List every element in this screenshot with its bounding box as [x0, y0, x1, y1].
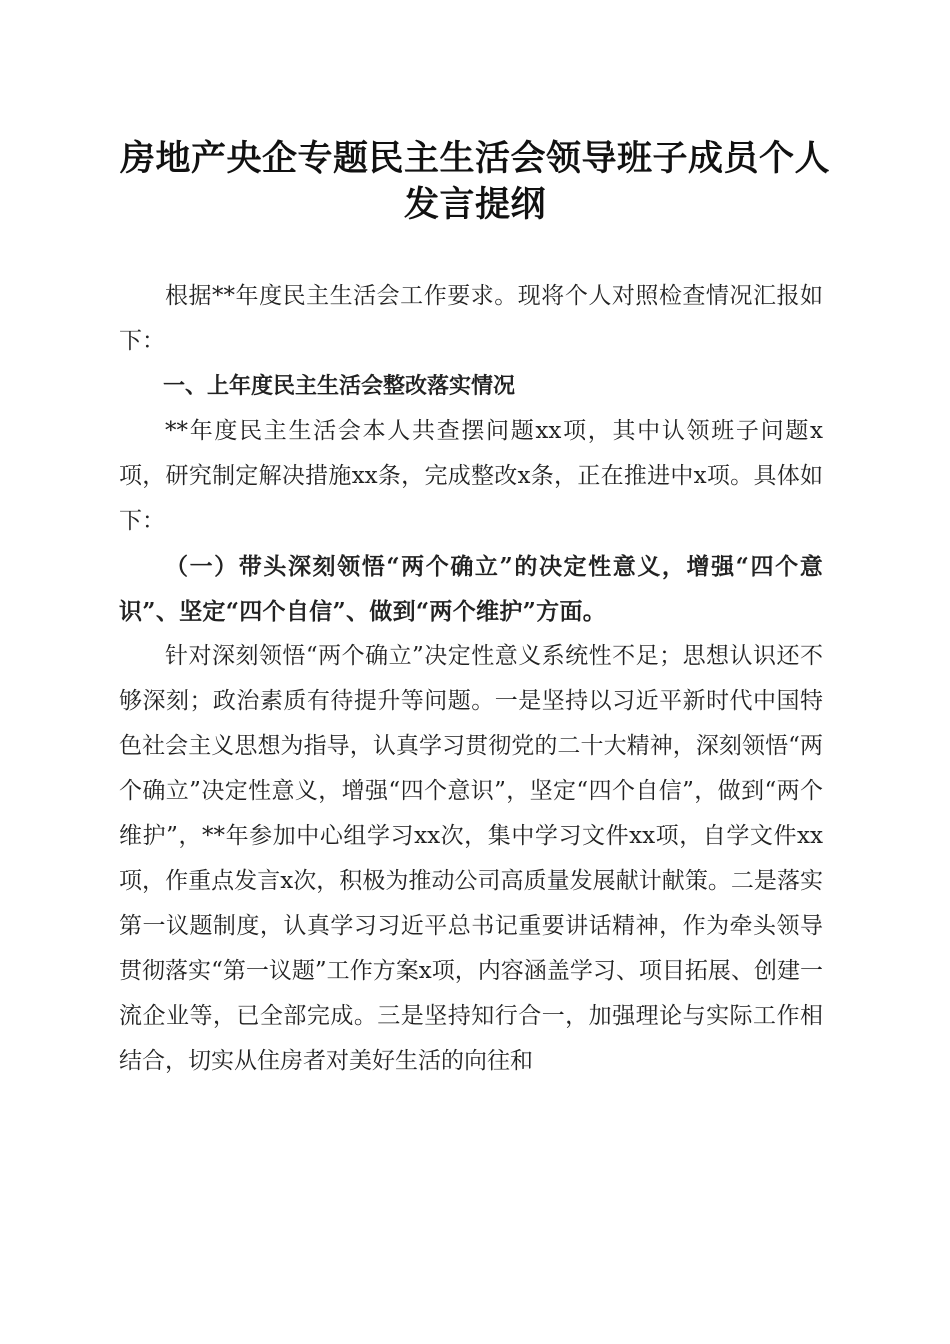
document-title [100, 136, 850, 228]
title-line-1: 房地产央企专题民主生活会领导班子成员个人 [119, 138, 830, 179]
intro-paragraph: 根据**年度民主生活会工作要求。现将个人对照检查情况汇报如下： [119, 283, 823, 354]
document-body [119, 274, 823, 1084]
title-line-2: 发言提纲 [403, 184, 546, 225]
section-heading-1: 一、上年度民主生活会整改落实情况 [163, 374, 516, 399]
subsection-heading-1: （一）带头深刻领悟“两个确立”的决定性意义，增强“四个意识”、坚定“四个自信”、做到“两个维护”方面。 [119, 553, 823, 625]
subsection-1-paragraph: 针对深刻领悟“两个确立”决定性意义系统性不足；思想认识还不够深刻；政治素质有待提升等问题。一是坚持以习近平新时代中国特色社会主义思想为指导，认真学习贯彻党的二十大精神，深刻领悟“两个确立”决定性意义，增强“四个意识”，坚定“四个自信”，做到“两个维护”，**年参加中心组学习xx次，集中学习文件xx项，自学文件xx项，作重点发言x次，积极为推动公司高质量发展献计献策。二是落实第一议题制度，认真学习习近平总书记重要讲话精神，作为牵头领导贯彻落实“第一议题”工作方案x项，内容涵盖学习、项目拓展、创建一流企业等，已全部完成。三是坚持知行合一，加强理论与实际工作相结合，切实从住房者对美好生活的向往和 [119, 643, 823, 1074]
section-1-paragraph: **年度民主生活会本人共查摆问题xx项，其中认领班子问题x项，研究制定解决措施xx条，完成整改x条，正在推进中x项。具体如下： [119, 418, 823, 534]
